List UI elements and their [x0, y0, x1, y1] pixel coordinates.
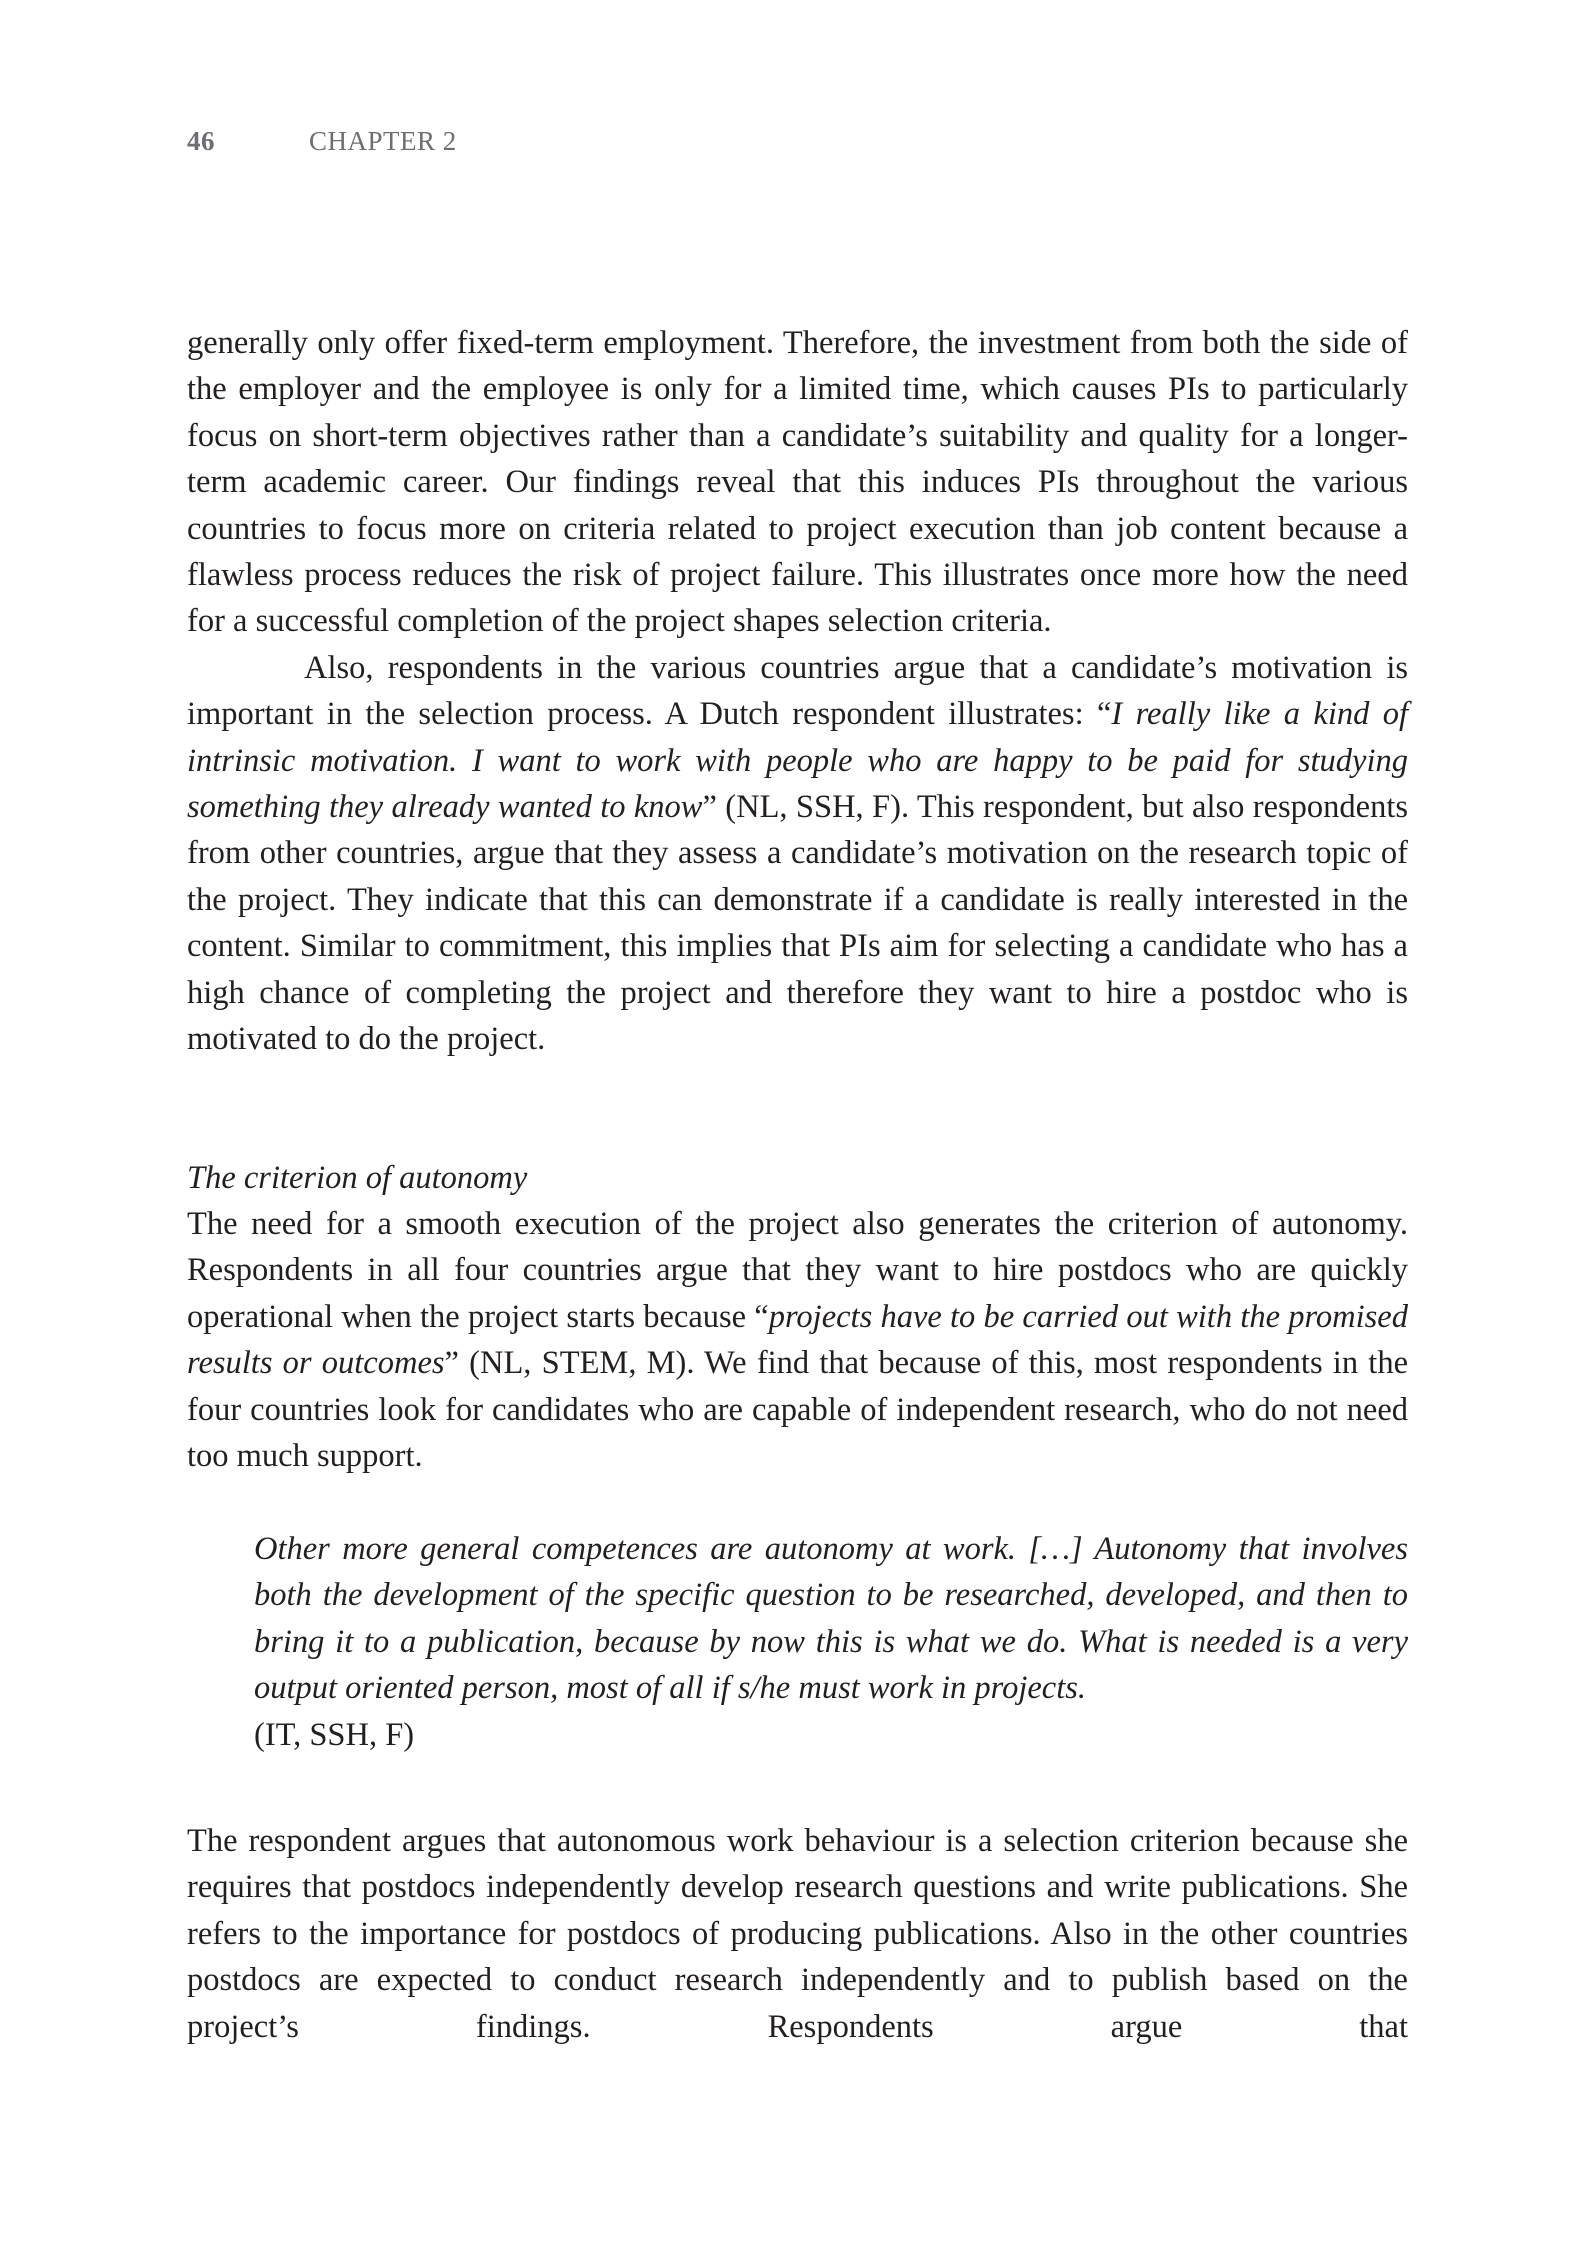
page-number: 46 — [187, 126, 215, 156]
paragraph-4: The respondent argues that autonomous work behaviour is a selection criterion because she requires that postdocs independently develop research questions and write publications. She refers to the importance for postdocs of producing publications. Also in the other countries postdocs are expected to conduct research independently and to publish based on the project’s findings. Respondents argue that — [187, 1823, 1408, 2045]
running-header-chapter: CHAPTER 2 — [309, 126, 457, 156]
paragraph-3-text-b: ” (NL, STEM, M). We find that because of this, most respondents in the four countries look for candidates who are capable of independent research, who do not need too much support. — [187, 1345, 1408, 1475]
paragraph-2-text-a: Also, respondents in the various countries argue that a candidate’s motivation is important in the selection process. A Dutch respondent illustrates: “ — [187, 649, 1408, 733]
paragraph-2-quote: I really like a kind of intrinsic motivation. I want to work with people who are happy to be paid for studying something they already wanted to know — [187, 696, 1408, 826]
paragraph-1: generally only offer fixed-term employment. Therefore, the investment from both the side of the employer and the employee is only for a limited time, which causes PIs to particularly focus on short-term objectives rather than a candidate’s suitability and quality for a longer-term academic career. Our findings reveal that this induces PIs throughout the various countries to focus more on criteria related to project execution than job content because a flawless process reduces the risk of project failure. This illustrates once more how the need for a successful completion of the project shapes selection criteria. — [187, 325, 1408, 640]
paragraph-2-text-b: ” (NL, SSH, F). This respondent, but also respondents from other countries, argue that they assess a candidate’s motivation on the research topic of the project. They indicate that this can demonstrate if a candidate is really interested in the content. Similar to commitment, this implies that PIs aim for selecting a candidate who has a high chance of completing the project and therefore they want to hire a postdoc who is motivated to do the project. — [187, 789, 1408, 1058]
section-heading: The criterion of autonomy — [187, 1160, 528, 1196]
block-quote-source: (IT, SSH, F) — [254, 1716, 415, 1753]
block-quote — [254, 1526, 1408, 1758]
paragraph-2 — [187, 645, 1408, 1063]
body-text-bottom — [187, 1818, 1408, 2050]
body-text-middle — [187, 1201, 1408, 1479]
paragraph-3-text-a: The need for a smooth execution of the project also generates the criterion of autonomy. Respondents in all four countries argue that they want to hire postdocs who are quickly operational when the project starts because “ — [187, 1206, 1408, 1335]
paragraph-3 — [187, 1201, 1408, 1479]
body-text-top — [187, 320, 1408, 1063]
block-quote-text: Other more general competences are autonomy at work. […] Autonomy that involves both the development of the specific question to be researched, developed, and then to bring it to a publication, because by now this is what we do. What is needed is a very output oriented person, most of all if s/he must work in projects. — [254, 1531, 1408, 1707]
paragraph-3-quote: projects have to be carried out with the promised results or outcomes — [187, 1298, 1408, 1382]
